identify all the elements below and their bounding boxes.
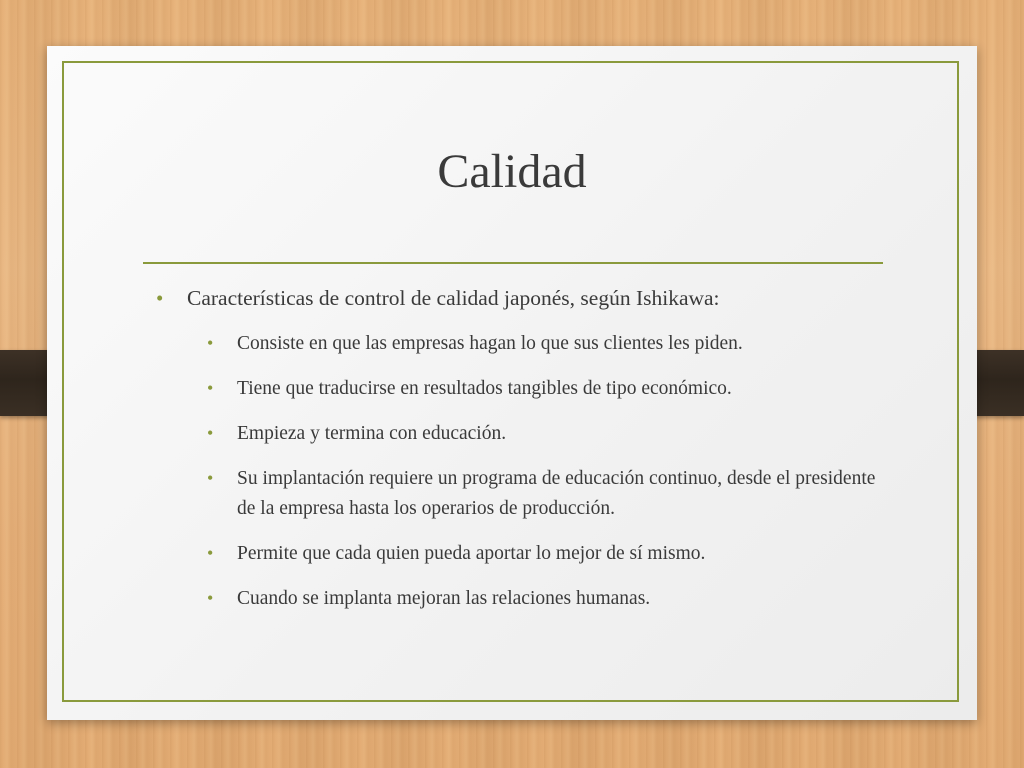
slide-paper	[47, 46, 977, 720]
slide-title: Calidad	[437, 145, 587, 198]
title-divider	[143, 262, 883, 264]
bullet-icon: •	[207, 543, 214, 563]
bullet-icon: •	[207, 468, 214, 488]
bullet-icon: •	[207, 378, 214, 398]
sub-bullet-5	[205, 539, 892, 569]
sub-bullet-6	[205, 584, 892, 614]
bullet-icon: •	[207, 423, 214, 443]
sub-bullet-4	[205, 464, 892, 524]
sub-bullet-text: Empieza y termina con educación.	[237, 423, 507, 444]
sub-bullet-text: Tiene que traducirse en resultados tangibles de tipo económico.	[237, 378, 732, 399]
sub-bullet-2	[205, 374, 892, 404]
bullet-icon: •	[207, 588, 214, 608]
bullet-icon: •	[156, 286, 164, 310]
bullet-main-text: Características de control de calidad japonés, según Ishikawa:	[187, 286, 720, 310]
sub-bullet-text: Cuando se implanta mejoran las relaciones humanas.	[237, 588, 651, 609]
sub-bullet-3	[205, 419, 892, 449]
bullet-main	[155, 284, 895, 312]
sub-bullet-1	[205, 329, 892, 359]
sub-bullet-text: Permite que cada quien pueda aportar lo mejor de sí mismo.	[237, 543, 706, 564]
slide-content	[155, 284, 895, 629]
sub-bullet-text: Consiste en que las empresas hagan lo que sus clientes les piden.	[237, 333, 743, 354]
bullet-icon: •	[207, 333, 214, 353]
sub-bullet-text: Su implantación requiere un programa de educación continuo, desde el presidente de la empresa hasta los operarios de producción.	[237, 468, 876, 519]
